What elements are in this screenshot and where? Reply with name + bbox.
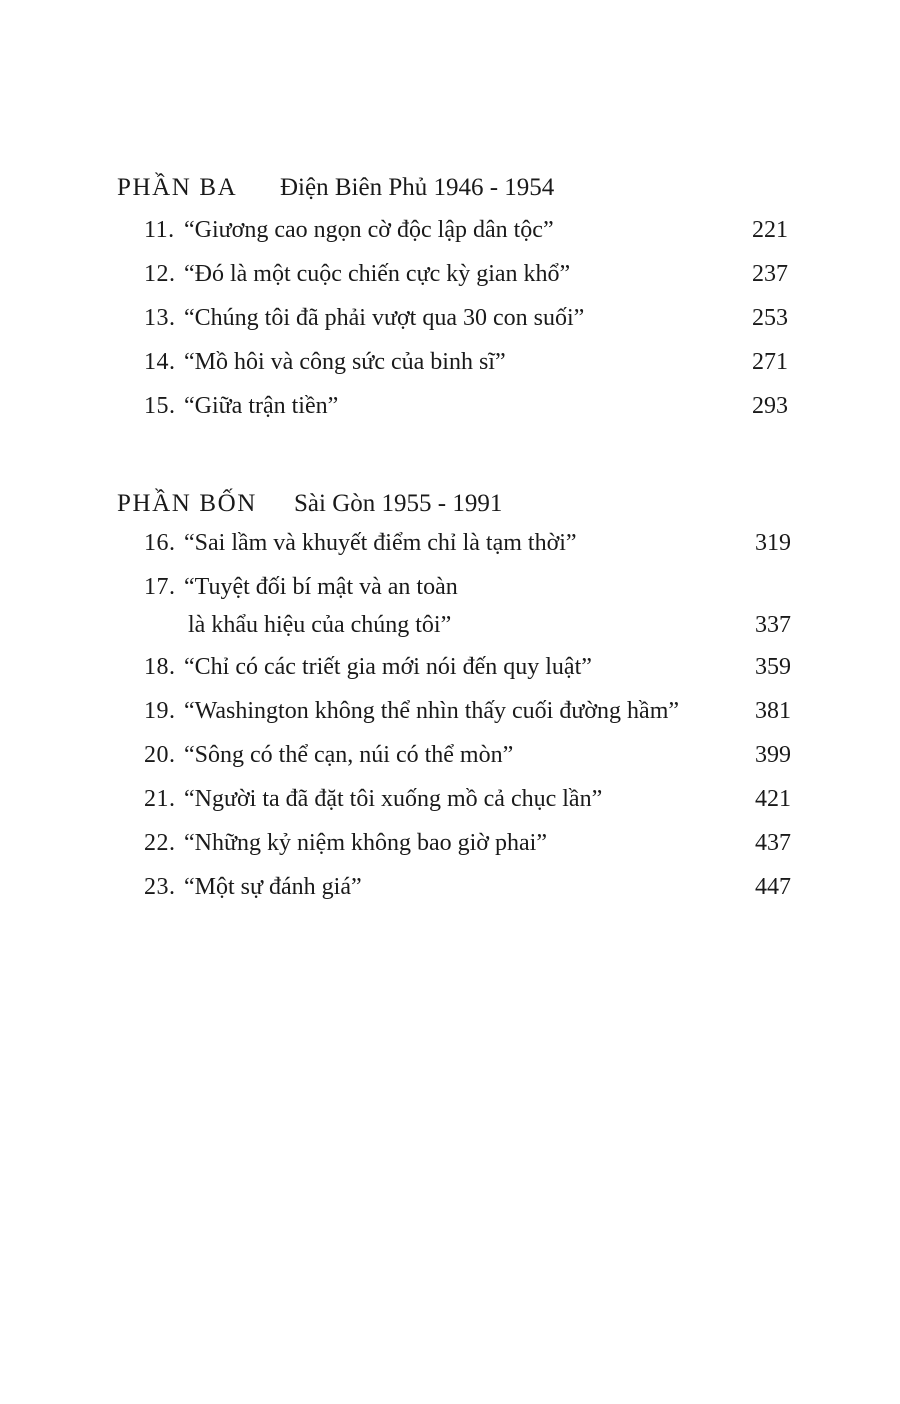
toc-entry	[0, 214, 900, 258]
toc-entry	[0, 302, 900, 346]
page-number: 293	[752, 393, 788, 419]
chapter-title: “Chúng tôi đã phải vượt qua 30 con suối”	[184, 305, 585, 331]
page-number: 359	[755, 654, 791, 680]
page-number: 271	[752, 349, 788, 375]
toc-entry	[0, 695, 900, 739]
chapter-number: 23.	[144, 874, 176, 900]
toc-entry	[0, 739, 900, 783]
page-number: 237	[752, 261, 788, 287]
page-number: 253	[752, 305, 788, 331]
page-number: 221	[752, 217, 788, 243]
chapter-title: “Giương cao ngọn cờ độc lập dân tộc”	[184, 217, 554, 243]
chapter-title: “Người ta đã đặt tôi xuống mồ cả chục lần”	[184, 786, 603, 812]
toc-entry-list	[0, 214, 900, 434]
toc-entry	[0, 871, 900, 915]
chapter-title: “Giữa trận tiền”	[184, 393, 339, 419]
chapter-number: 14.	[144, 349, 176, 375]
chapter-title: “Đó là một cuộc chiến cực kỳ gian khổ”	[184, 261, 571, 287]
page-number: 437	[755, 830, 791, 856]
chapter-title: “Những kỷ niệm không bao giờ phai”	[184, 830, 547, 856]
chapter-number: 16.	[144, 530, 176, 556]
toc-entry	[0, 258, 900, 302]
toc-entry	[0, 527, 900, 571]
page-number: 421	[755, 786, 791, 812]
chapter-title: “Washington không thể nhìn thấy cuối đường hầm”	[184, 698, 680, 724]
page-number: 337	[755, 612, 791, 638]
chapter-title-continued: là khẩu hiệu của chúng tôi”	[188, 612, 452, 638]
part-title: Điện Biên Phủ 1946 - 1954	[280, 174, 555, 201]
part-title: Sài Gòn 1955 - 1991	[294, 490, 503, 517]
chapter-title: “Sông có thể cạn, núi có thể mòn”	[184, 742, 514, 768]
chapter-number: 13.	[144, 305, 176, 331]
page-number: 319	[755, 530, 791, 556]
toc-entry	[0, 390, 900, 434]
chapter-title: “Chỉ có các triết gia mới nói đến quy luật”	[184, 654, 592, 680]
page-number: 447	[755, 874, 791, 900]
chapter-title: “Tuyệt đối bí mật và an toàn	[184, 574, 458, 600]
toc-section-part-four	[0, 484, 900, 915]
part-label: PHẦN BỐN	[117, 490, 257, 517]
toc-entry	[0, 346, 900, 390]
section-header	[0, 484, 900, 524]
chapter-number: 18.	[144, 654, 176, 680]
chapter-number: 11.	[144, 217, 175, 243]
chapter-number: 12.	[144, 261, 176, 287]
chapter-number: 15.	[144, 393, 176, 419]
toc-entry	[0, 571, 900, 651]
page-number: 381	[755, 698, 791, 724]
chapter-number: 22.	[144, 830, 176, 856]
chapter-number: 19.	[144, 698, 176, 724]
chapter-title: “Sai lầm và khuyết điểm chỉ là tạm thời”	[184, 530, 577, 556]
toc-entry	[0, 783, 900, 827]
page-number: 399	[755, 742, 791, 768]
section-header	[0, 168, 900, 208]
chapter-number: 20.	[144, 742, 176, 768]
chapter-title: “Mồ hôi và công sức của binh sĩ”	[184, 349, 506, 375]
toc-section-part-three	[0, 168, 900, 434]
toc-entry-list	[0, 527, 900, 915]
toc-entry	[0, 651, 900, 695]
chapter-title: “Một sự đánh giá”	[184, 874, 362, 900]
toc-entry	[0, 827, 900, 871]
chapter-number: 21.	[144, 786, 176, 812]
part-label: PHẦN BA	[117, 174, 238, 201]
chapter-number: 17.	[144, 574, 176, 600]
